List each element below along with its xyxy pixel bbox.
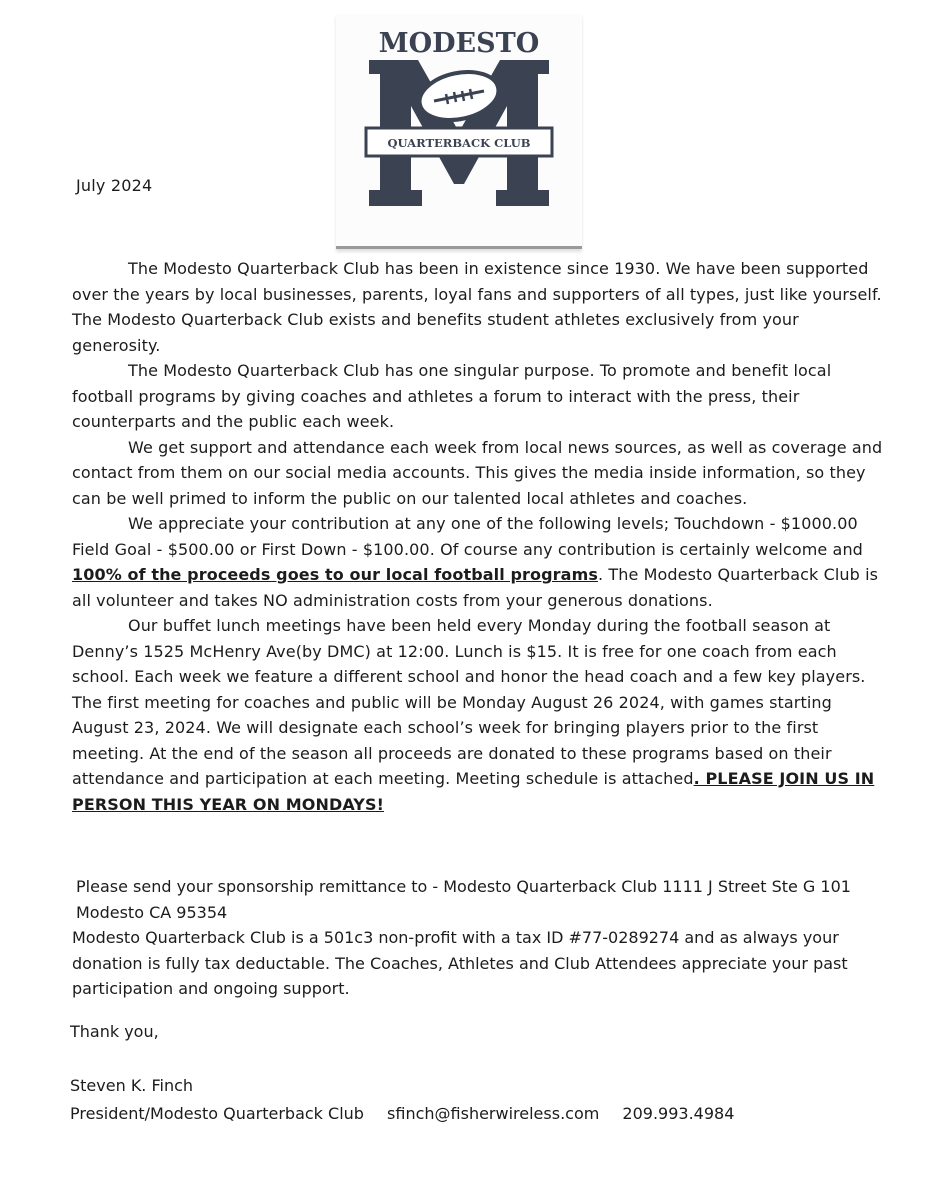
- remittance-section: [72, 874, 884, 1002]
- logo-band-text: QUARTERBACK CLUB: [387, 136, 531, 150]
- letter-date: July 2024: [76, 176, 153, 195]
- paragraph-support: We get support and attendance each week from local news sources, as well as coverage and contact from them on our social media accounts. This gives the media inside information, so they can be well primed to inform the public on our talented local athletes and coaches.: [72, 437, 883, 508]
- paragraph-meetings: [72, 613, 884, 817]
- remittance-address: Please send your sponsorship remittance to - Modesto Quarterback Club 1111 J Street Ste G 101 Modesto CA 95354: [76, 877, 851, 922]
- signature-name: Steven K. Finch: [70, 1076, 194, 1095]
- meetings-text: Our buffet lunch meetings have been held every Monday during the football season at Denny’s 1525 McHenry Ave(by DMC) at 12:00. Lunch is $15. It is free for one coach from each school. Each week we feature a different school and honor the head coach and a few key players. The first meeting for coaches and public will be Monday August 26 2024, with games starting August 23, 2024. We will designate each school’s week for bringing players prior to the first meeting. At the end of the season all proceeds are donated to these programs based on their attendance and participation at each meeting. Meeting schedule is attached: [72, 616, 866, 788]
- proceeds-emphasis: 100% of the proceeds goes to our local football programs: [72, 565, 598, 584]
- closing: Thank you,: [70, 1022, 159, 1041]
- join-us-emphasis: . PLEASE JOIN US IN PERSON THIS YEAR ON MONDAYS!: [72, 769, 875, 814]
- paragraph-contribution: [72, 511, 884, 613]
- signature-email[interactable]: sfinch@fisherwireless.com: [387, 1104, 600, 1123]
- signature-title: President/Modesto Quarterback Club: [70, 1104, 364, 1123]
- contribution-text: We appreciate your contribution at any one of the following levels; Touchdown - $1000.00 Field Goal - $500.00 or First Down - $100.00. Of course any contribution is certainly welcome and: [72, 514, 863, 559]
- signature-details: [70, 1104, 752, 1123]
- signature-phone: 209.993.4984: [622, 1104, 735, 1123]
- tax-info: Modesto Quarterback Club is a 501c3 non-profit with a tax ID #77-0289274 and as always your donation is fully tax deductable. The Coaches, Athletes and Club Attendees appreciate your past participation and ongoing support.: [72, 928, 848, 998]
- paragraph-history: The Modesto Quarterback Club has been in existence since 1930. We have been supported over the years by local businesses, parents, loyal fans and supporters of all types, just like yourself. The Modesto Quarterback Club exists and benefits student athletes exclusively from your generosity.: [72, 259, 882, 355]
- paragraph-purpose: The Modesto Quarterback Club has one singular purpose. To promote and benefit local football programs by giving coaches and athletes a forum to interact with the press, their counterparts and the public each week.: [72, 361, 832, 431]
- contribution-text-end: . The Modesto Quarterback Club is all volunteer and takes NO administration costs from your generous donations.: [72, 565, 879, 610]
- club-logo: [336, 14, 582, 249]
- club-logo-graphic: [336, 14, 582, 246]
- letter-body: [72, 256, 884, 817]
- logo-top-text: MODESTO: [378, 28, 540, 59]
